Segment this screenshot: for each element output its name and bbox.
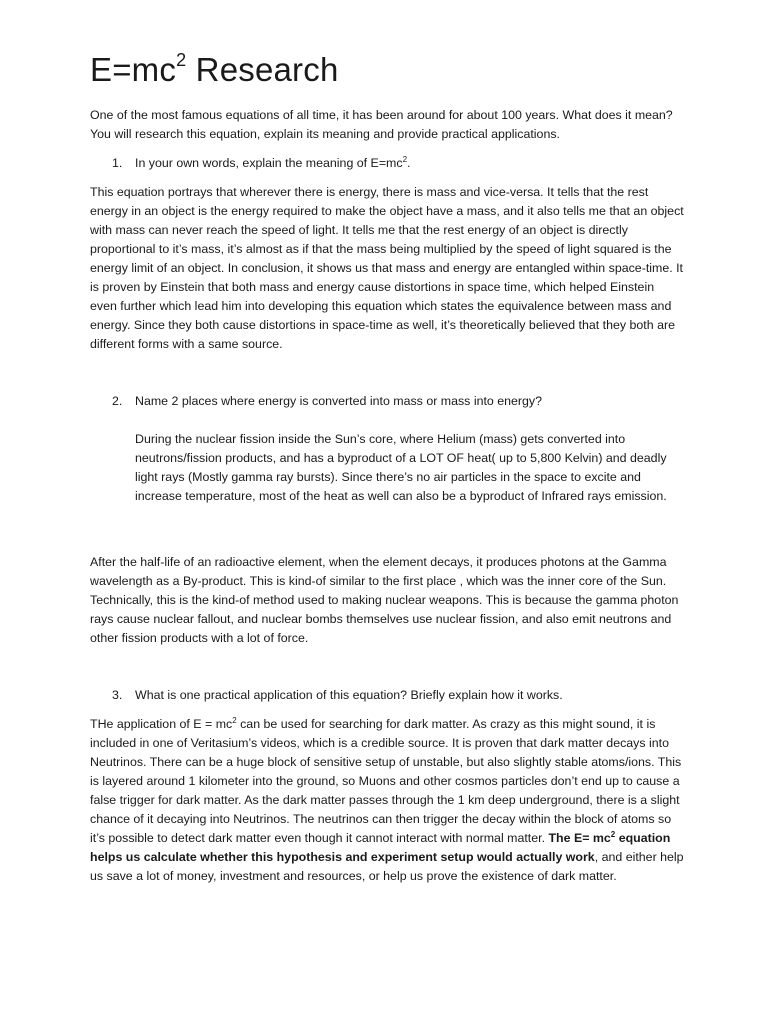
question-3-text: What is one practical application of this equation? Briefly explain how it works. <box>135 688 563 702</box>
answer-3-bold-part-2: equation helps us calculate whether this hypothesis and experiment setup would actually work <box>90 831 671 864</box>
intro-paragraph: One of the most famous equations of all time, it has been around for about 100 years. What does it mean? You will research this equation, explain its meaning and provide practical applications. <box>90 108 673 141</box>
answer-2-first-paragraph: During the nuclear fission inside the Sun’s core, where Helium (mass) gets converted into neutrons/fission products, and has a byproduct of a LOT OF heat( up to 5,800 Kelvin) and deadly light rays (Mostly gamma ray bursts). Since there’s no air particles in the space to excite and increase temperature, most of the heat as well can also be a byproduct of Infrared rays emission. <box>135 432 667 503</box>
question-1 <box>90 154 684 173</box>
answer-3-part-1: THe application of E = mc <box>90 717 233 731</box>
document-page <box>90 46 684 886</box>
answer-3-bold-part-1: The E= mc <box>548 831 611 845</box>
answer-3-part-3: , and either help us save a lot of money, investment and resources, or help us prove the existence of dark matter. <box>90 850 684 883</box>
answer-3-part-2: can be used for searching for dark matter. As crazy as this might sound, it is included in one of Veritasium’s videos, which is a credible source. It is proven that dark matter decays into Neutrinos. There can be a huge block of sensitive setup of unstable, but also slightly stable atoms/ions. This is layered around 1 kilometer into the ground, so Muons and other cosmos particles don’t end up to cause a false trigger for dark matter. As the dark matter passes through the 1 km deep underground, there is a slight chance of it decaying into Neutrinos. The neutrinos can then trigger the decay within the block of atoms so it’s possible to detect dark matter even though it cannot interact with normal matter. <box>90 717 682 845</box>
title-superscript: 2 <box>176 50 187 70</box>
question-2-number: 2. <box>112 394 123 408</box>
question-1-end: . <box>407 156 411 170</box>
question-3 <box>90 686 684 705</box>
question-3-number: 3. <box>112 688 123 702</box>
question-1-superscript: 2 <box>402 155 408 164</box>
question-1-text: In your own words, explain the meaning of E=mc <box>135 156 403 170</box>
title-rest: Research <box>186 51 339 88</box>
title-main: E=mc <box>90 51 177 88</box>
document-title <box>90 46 684 94</box>
answer-3-superscript-2: 2 <box>610 830 616 839</box>
question-2-text: Name 2 places where energy is converted into mass or mass into energy? <box>135 394 543 408</box>
answer-1-paragraph: This equation portrays that wherever there is energy, there is mass and vice-versa. It tells that the rest energy in an object is the energy required to make the object have a mass, and it also tells me that an object with mass can never reach the speed of light. It tells me that the rest energy of an object is directly proportional to it’s mass, it’s almost as if that the mass being multiplied by the speed of light squared is the energy limit of an object. In conclusion, it shows us that mass and energy are entangled within space-time. It is proven by Einstein that both mass and energy cause distortions in space time, which helped Einstein even further which lead him into developing this equation which states the equivalence between mass and energy. Since they both cause distortions in space-time as well, it’s theoretically believed that they both are different forms with a same source. <box>90 185 684 351</box>
answer-3-paragraph <box>90 715 684 886</box>
question-2 <box>90 392 684 411</box>
question-1-number: 1. <box>112 156 123 170</box>
answer-3-superscript-1: 2 <box>232 716 237 725</box>
answer-2-second-paragraph: After the half-life of an radioactive element, when the element decays, it produces photons at the Gamma wavelength as a By-product. This is kind-of similar to the first place , which was the inner core of the Sun. Technically, this is the kind-of method used to making nuclear weapons. This is because the gamma photon rays cause nuclear fallout, and nuclear bombs themselves use nuclear fission, and also emit neutrons and other fission products with a lot of force. <box>90 555 679 645</box>
